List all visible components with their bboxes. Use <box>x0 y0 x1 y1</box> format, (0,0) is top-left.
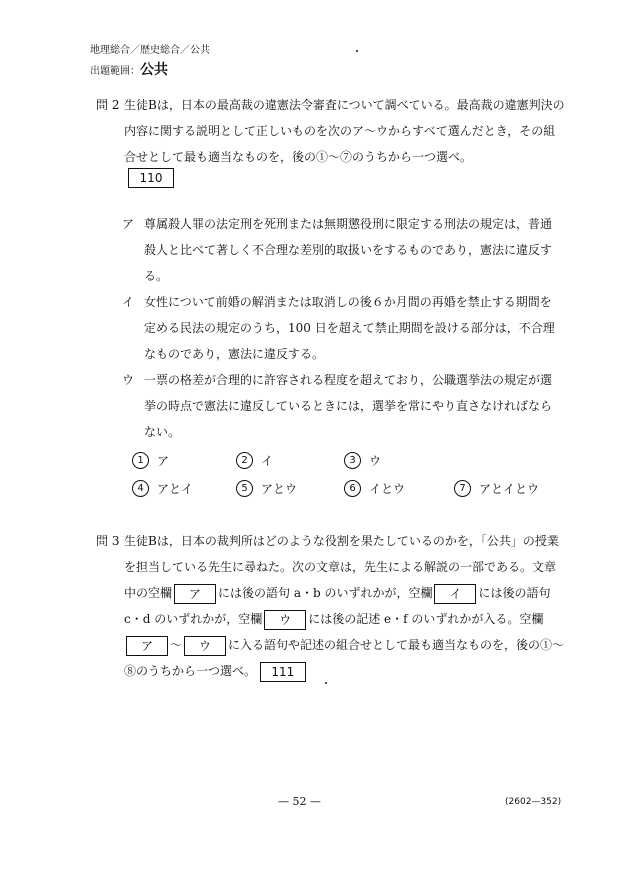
choice-3[interactable] <box>344 452 381 469</box>
choice-number: 7 <box>454 480 471 497</box>
scan-speck <box>325 682 327 684</box>
question-2-body: 生徒Bは，日本の最高裁の違憲法令審査について調べている。最高裁の違憲判決の内容に関する説明として正しいものを次のア～ウからすべて選んだとき，その組合せとして最も適当なものを，後の①～⑦のうちから一つ選べ。 <box>124 98 565 164</box>
statement-text: 女性について前婚の解消または取消しの後６か月間の再婚を禁止する期間を定める民法の規定のうち，100 日を超えて禁止期間を設ける部分は，不合理なものであり，憲法に違反する。 <box>144 295 555 361</box>
exam-code: (2602—352) <box>505 797 562 807</box>
choice-text: ウ <box>369 454 382 468</box>
question-2 <box>96 92 566 170</box>
choice-number: 4 <box>132 480 149 497</box>
choice-text: アとイ <box>157 482 194 496</box>
question-2-choices <box>132 452 562 508</box>
question-3 <box>96 528 566 684</box>
statement-label: イ <box>122 295 135 309</box>
question-3-text-part: 生徒Bは，日本の裁判所はどのような役割を果たしているのかを，「公共」の授業を担当している先生に尋ねた。次の文章は，先生による解説の一部である。文章中の空欄 <box>124 534 559 600</box>
statement-label: ウ <box>122 373 135 387</box>
choice-row-2 <box>132 480 562 508</box>
statement-text: 一票の格差が合理的に許容される程度を超えており，公職選挙法の規定が選挙の時点で憲法に違反しているときには，選挙を常にやり直さなければならない。 <box>144 373 553 439</box>
choice-7[interactable] <box>454 480 539 497</box>
choice-text: イ <box>261 454 274 468</box>
blank-u: ウ <box>264 610 306 630</box>
choice-6[interactable] <box>344 480 405 497</box>
range-value: 公共 <box>140 62 168 78</box>
choice-number: 1 <box>132 452 149 469</box>
choice-2[interactable] <box>236 452 273 469</box>
question-3-text-part: に入る語句や記述の組合せとして最も適当なものを，後の①～⑧のうちから一つ選べ。 <box>124 638 565 678</box>
question-3-text-part: には後の語句 c・d のいずれかが，空欄 <box>124 586 551 626</box>
statement-a <box>122 211 562 289</box>
scan-speck <box>356 50 358 52</box>
choice-number: 2 <box>236 452 253 469</box>
statement-text: 尊属殺人罪の法定刑を死刑または無期懲役刑に限定する刑法の規定は，普通殺人と比べて著しく不合理な差別的取扱いをするものであり，憲法に違反する。 <box>144 217 553 283</box>
blank-i: イ <box>434 584 476 604</box>
question-2-text <box>124 92 566 170</box>
question-2-statements <box>122 211 562 445</box>
subjects-header: 地理総合／歴史総合／公共 <box>90 45 210 56</box>
statement-u <box>122 367 562 445</box>
choice-text: イとウ <box>369 482 406 496</box>
question-2-answer-box[interactable] <box>128 167 174 188</box>
question-3-text <box>124 528 566 684</box>
answer-box-110[interactable]: 110 <box>128 168 174 188</box>
range-header <box>90 59 168 79</box>
choice-1[interactable] <box>132 452 169 469</box>
page-number: — 52 — <box>278 795 321 808</box>
choice-number: 3 <box>344 452 361 469</box>
choice-text: アとイとウ <box>479 482 540 496</box>
choice-text: アとウ <box>261 482 298 496</box>
answer-box-111[interactable]: 111 <box>260 662 306 682</box>
statement-i <box>122 289 562 367</box>
choice-number: 6 <box>344 480 361 497</box>
choice-4[interactable] <box>132 480 193 497</box>
blank-u: ウ <box>184 636 226 656</box>
statement-label: ア <box>122 217 135 231</box>
range-label: 出題範囲： <box>90 66 140 77</box>
choice-5[interactable] <box>236 480 297 497</box>
choice-text: ア <box>157 454 170 468</box>
question-3-text-part: には後の記述 e・f のいずれかが入る。空欄 <box>308 612 544 626</box>
choice-number: 5 <box>236 480 253 497</box>
question-3-text-part: には後の語句 a・b のいずれかが，空欄 <box>218 586 433 600</box>
question-3-text-part: ～ <box>170 638 183 652</box>
question-2-number: 問 2 <box>96 98 120 112</box>
blank-a: ア <box>174 584 216 604</box>
blank-a: ア <box>126 636 168 656</box>
question-3-number: 問 3 <box>96 534 120 548</box>
choice-row-1 <box>132 452 562 480</box>
